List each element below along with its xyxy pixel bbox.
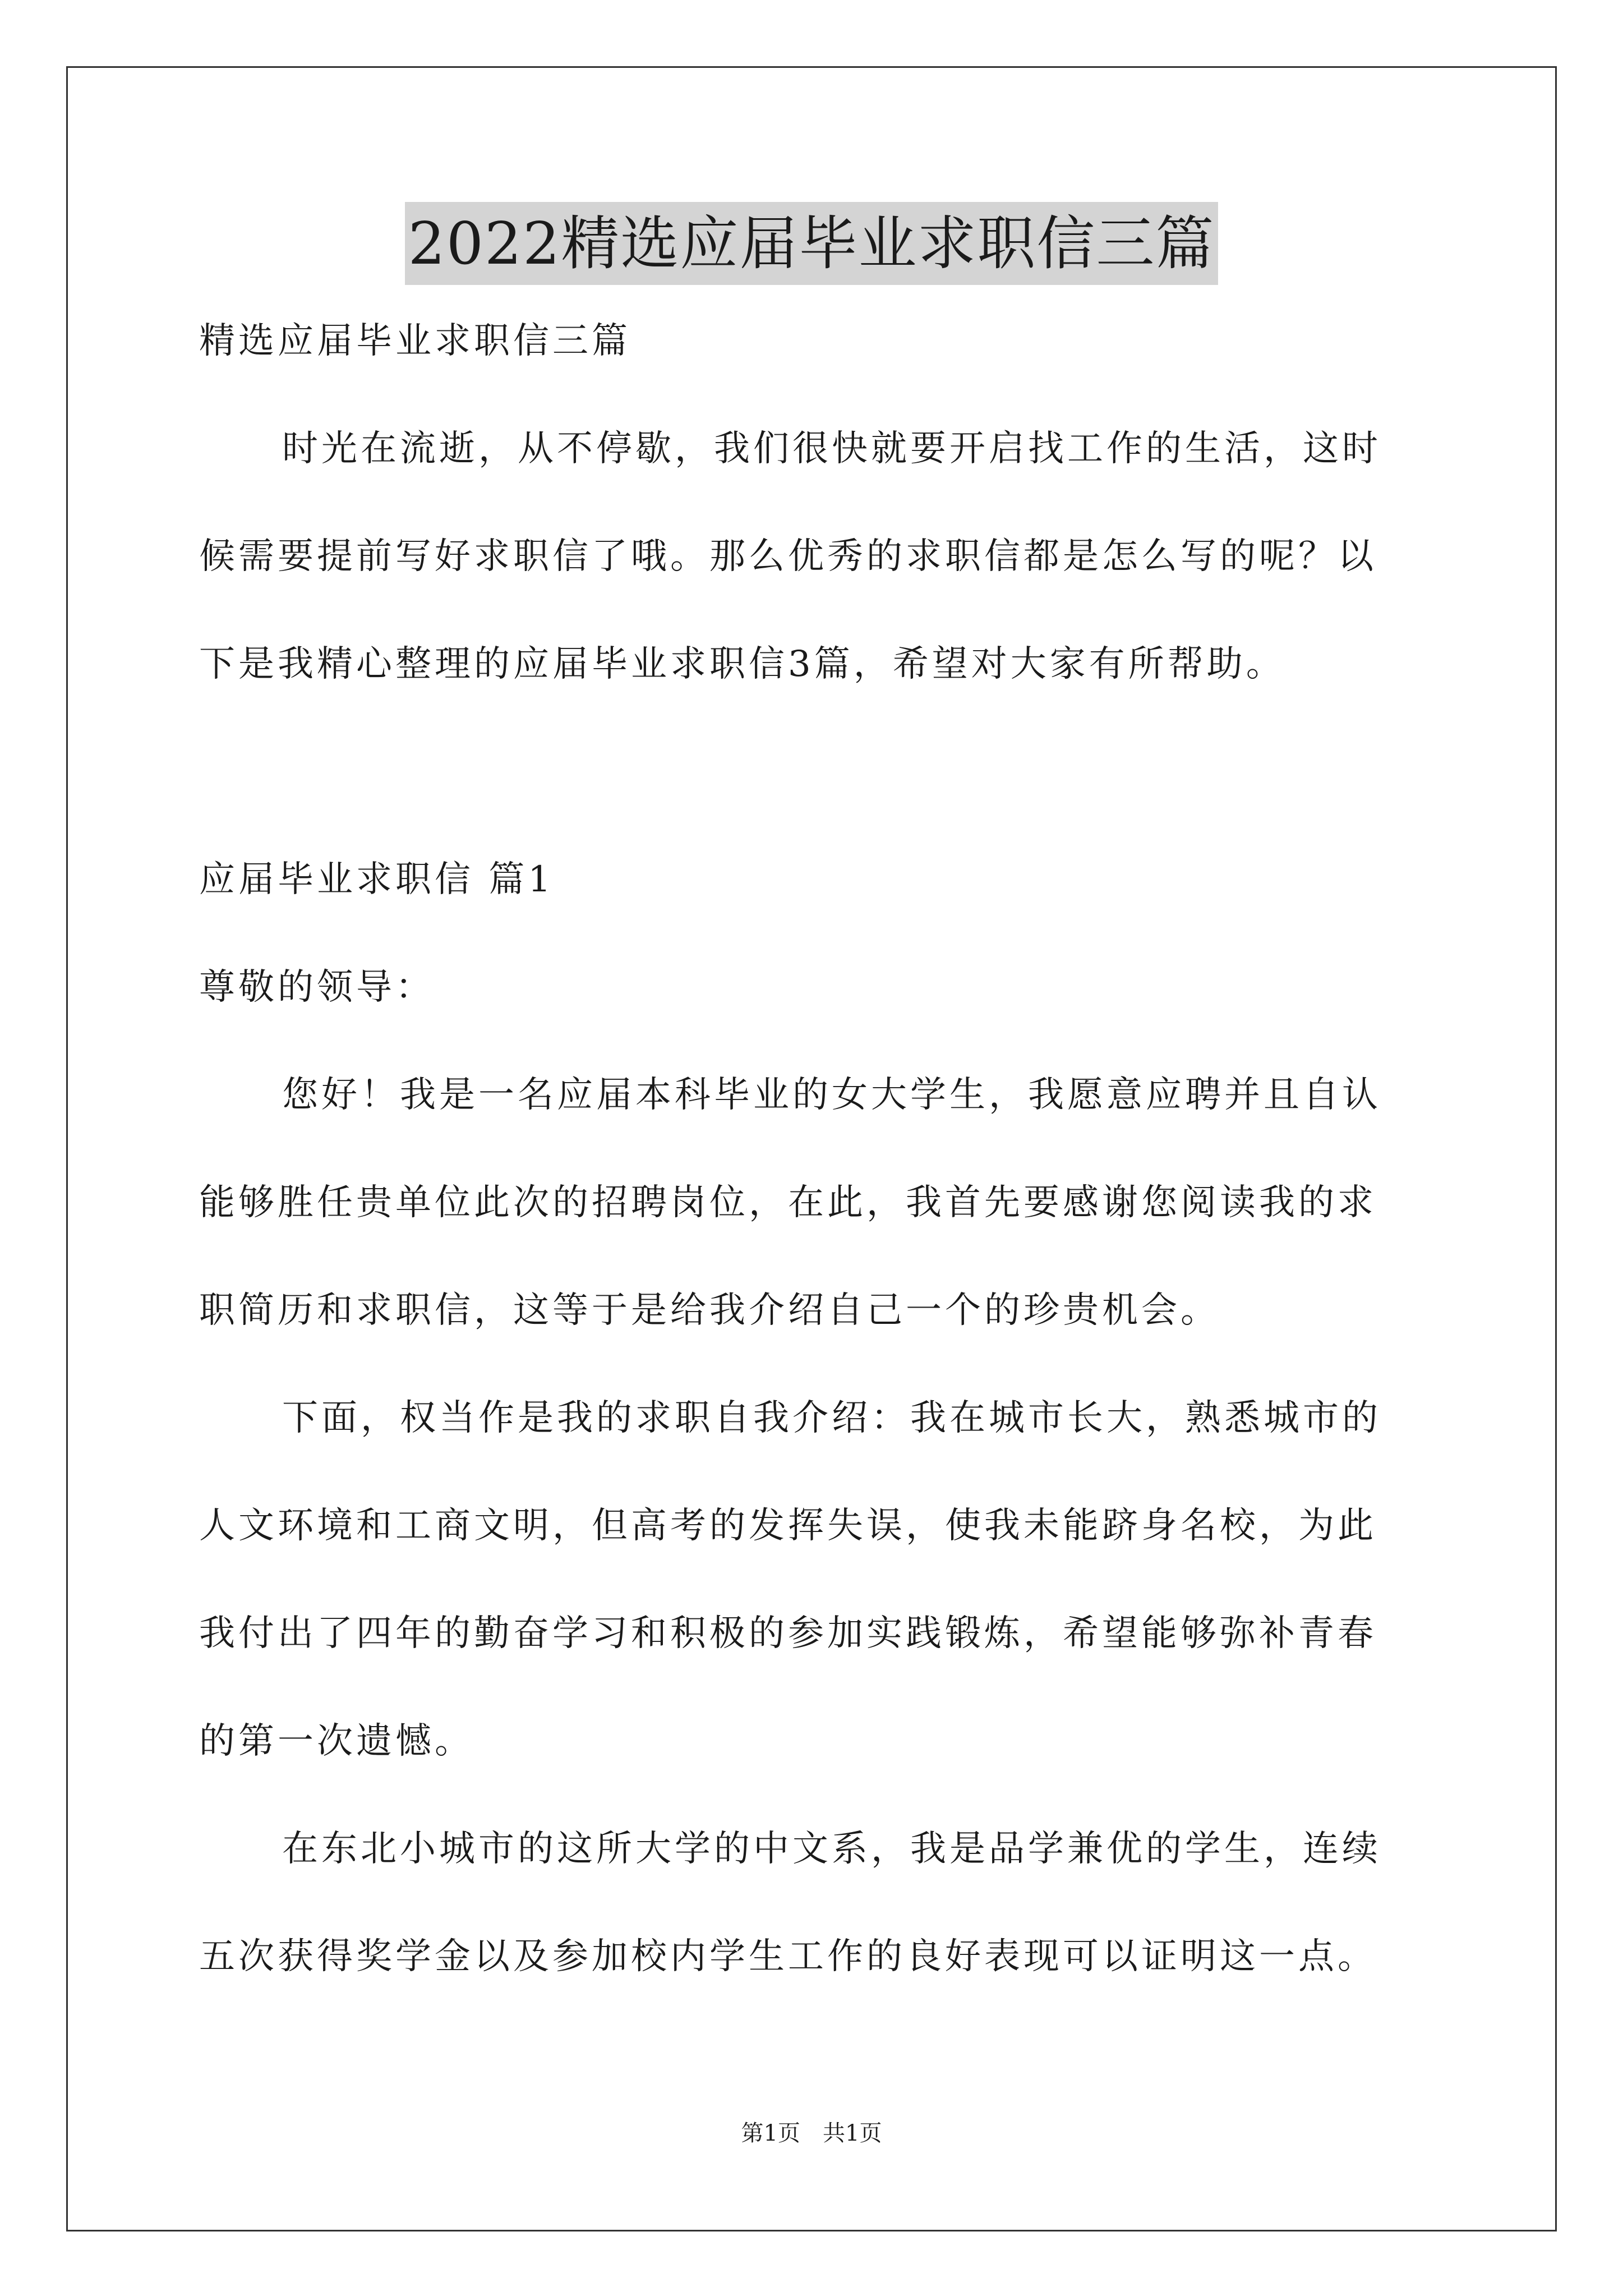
paragraph-line: 下是我精心整理的应届毕业求职信3篇，希望对大家有所帮助。	[199, 643, 1285, 685]
document-title: 2022精选应届毕业求职信三篇	[405, 202, 1219, 285]
paragraph-line: 能够胜任贵单位此次的招聘岗位，在此，我首先要感谢您阅读我的求	[199, 1182, 1377, 1223]
paragraph-line: 候需要提前写好求职信了哦。那么优秀的求职信都是怎么写的呢？以	[199, 536, 1377, 577]
page-footer: 第1页 共1页	[741, 2120, 882, 2146]
paragraph-line: 时光在流逝，从不停歇，我们很快就要开启找工作的生活，这时	[282, 428, 1381, 470]
subtitle-line: 精选应届毕业求职信三篇	[199, 320, 631, 362]
salutation-line: 尊敬的领导：	[199, 967, 435, 1008]
paragraph-line: 您好！我是一名应届本科毕业的女大学生，我愿意应聘并且自认	[282, 1074, 1381, 1116]
paragraph-line: 五次获得奖学金以及参加校内学生工作的良好表现可以证明这一点。	[199, 1936, 1377, 1977]
paragraph-line: 人文环境和工商文明，但高考的发挥失误，使我未能跻身名校，为此	[199, 1505, 1377, 1547]
paragraph-line: 下面，权当作是我的求职自我介绍：我在城市长大，熟悉城市的	[282, 1397, 1381, 1439]
paragraph-line: 在东北小城市的这所大学的中文系，我是品学兼优的学生，连续	[282, 1828, 1381, 1870]
paragraph-line: 我付出了四年的勤奋学习和积极的参加实践锻炼，希望能够弥补青春	[199, 1613, 1377, 1654]
document-body	[199, 314, 1427, 1984]
paragraph-line: 的第一次遗憾。	[199, 1720, 474, 1762]
title-container	[0, 202, 1623, 285]
section-heading: 应届毕业求职信 篇1	[199, 859, 555, 900]
paragraph-line: 职简历和求职信，这等于是给我介绍自己一个的珍贵机会。	[199, 1290, 1220, 1331]
